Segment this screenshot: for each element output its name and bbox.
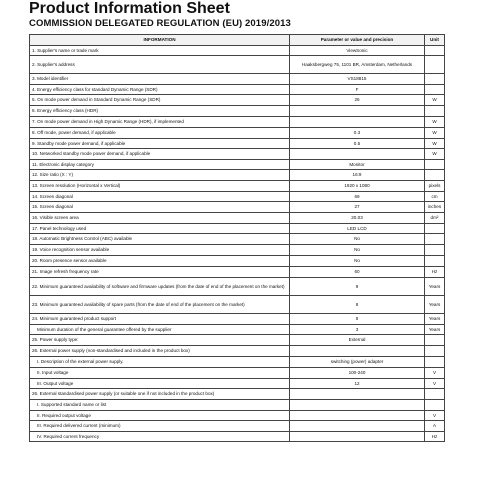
- row-value: Monitor: [290, 160, 425, 170]
- row-value: [290, 346, 425, 357]
- table-row: [30, 149, 445, 160]
- row-unit: [425, 346, 445, 357]
- row-label: 3. Model identifier: [30, 74, 290, 85]
- row-label: 11. Electronic display category: [30, 160, 290, 170]
- row-label: 24. Minimum guaranteed product support: [30, 314, 290, 325]
- row-label: 8. Off mode, power demand, if applicable: [30, 128, 290, 139]
- row-unit: Years: [425, 314, 445, 325]
- row-value: [290, 400, 425, 411]
- row-value: 16:9: [290, 170, 425, 181]
- row-label: II. Required output voltage: [30, 411, 290, 421]
- row-unit: W: [425, 139, 445, 149]
- row-label: 2. Supplier's address: [30, 56, 290, 74]
- row-value: switching (power) adapter: [290, 357, 425, 368]
- row-unit: [425, 85, 445, 95]
- table-row: [30, 202, 445, 213]
- row-label: 4. Energy efficiency class for standard Dynamic Range (SDR): [30, 85, 290, 95]
- regulation-subtitle: COMMISSION DELEGATED REGULATION (EU) 2019/2013: [29, 18, 291, 29]
- row-value: F: [290, 85, 425, 95]
- table-row: [30, 346, 445, 357]
- row-unit: [425, 245, 445, 256]
- row-label: I. Supported standard name or list: [30, 400, 290, 411]
- row-value: No: [290, 256, 425, 267]
- row-label: 26. External standardised power supply (or suitable one if not included in the product box): [30, 389, 290, 400]
- row-label: 10. Networked standby mode power demand, if applicable: [30, 149, 290, 160]
- row-value: [290, 411, 425, 421]
- row-unit: [425, 256, 445, 267]
- row-unit: [425, 160, 445, 170]
- table-row: [30, 170, 445, 181]
- table-row: [30, 139, 445, 149]
- row-label: 5. On mode power demand in Standard Dynamic Range (SDR): [30, 95, 290, 106]
- row-value: 3: [290, 325, 425, 335]
- row-value: 60: [290, 267, 425, 278]
- row-label: 23. Minimum guaranteed availability of spare parts (from the date of end of the placement on the market): [30, 296, 290, 314]
- row-value: [290, 149, 425, 160]
- row-value: 20.03: [290, 213, 425, 224]
- row-label: 22. Minimum guaranteed availability of software and firmware updates (from the date of end of the placement on the market): [30, 278, 290, 296]
- table-row: [30, 411, 445, 421]
- row-label: 18. Automatic Brightness Control (ABC) available: [30, 234, 290, 245]
- table-row: [30, 117, 445, 128]
- row-value: [290, 389, 425, 400]
- row-unit: V: [425, 368, 445, 379]
- row-unit: cm: [425, 192, 445, 202]
- table-row: [30, 46, 445, 56]
- row-label: 9. Standby mode power demand, if applicable: [30, 139, 290, 149]
- table-row: [30, 224, 445, 234]
- row-value: No: [290, 245, 425, 256]
- row-label: 1. Supplier's name or trade mark: [30, 46, 290, 56]
- table-row: [30, 389, 445, 400]
- row-label: 26. External power supply (non-standardised and included in the product box): [30, 346, 290, 357]
- table-row: [30, 85, 445, 95]
- row-unit: [425, 106, 445, 117]
- row-label: II. Input voltage: [30, 368, 290, 379]
- row-label: 6. Energy efficiency class (HDR): [30, 106, 290, 117]
- row-label: 19. Voice recognition sensor available: [30, 245, 290, 256]
- table-row: [30, 106, 445, 117]
- header-information: INFORMATION: [30, 35, 290, 46]
- row-value: [290, 106, 425, 117]
- row-label: 13. Screen resolution (Horizontal x Vertical): [30, 181, 290, 192]
- row-value: 12: [290, 379, 425, 389]
- information-table: [29, 34, 445, 442]
- row-unit: Years: [425, 278, 445, 296]
- row-unit: W: [425, 149, 445, 160]
- table-row: [30, 74, 445, 85]
- header-parameter: Parameter or value and precision: [290, 35, 425, 46]
- table-row: [30, 368, 445, 379]
- row-value: 1920 x 1080: [290, 181, 425, 192]
- row-unit: [425, 74, 445, 85]
- table-row: [30, 181, 445, 192]
- row-value: 8: [290, 314, 425, 325]
- row-unit: W: [425, 117, 445, 128]
- row-unit: inches: [425, 202, 445, 213]
- row-label: 12. Size ratio (X : Y): [30, 170, 290, 181]
- row-label: 25. Power supply type:: [30, 335, 290, 346]
- row-value: [290, 421, 425, 432]
- table-body: [30, 46, 445, 442]
- table-row: [30, 432, 445, 442]
- row-unit: [425, 234, 445, 245]
- table-row: [30, 267, 445, 278]
- table-row: [30, 400, 445, 411]
- row-value: VS18815: [290, 74, 425, 85]
- table-row: [30, 56, 445, 74]
- row-label: III. Output voltage: [30, 379, 290, 389]
- row-value: [290, 432, 425, 442]
- row-unit: [425, 389, 445, 400]
- row-value: No: [290, 234, 425, 245]
- table-row: [30, 314, 445, 325]
- row-value: 26: [290, 95, 425, 106]
- row-unit: pixels: [425, 181, 445, 192]
- table-row: [30, 278, 445, 296]
- table-row: [30, 192, 445, 202]
- row-value: [290, 117, 425, 128]
- row-label: 7. On mode power demand in High Dynamic Range (HDR), if implemented: [30, 117, 290, 128]
- row-value: 69: [290, 192, 425, 202]
- row-unit: [425, 56, 445, 74]
- row-label: 17. Panel technology used: [30, 224, 290, 234]
- table-row: [30, 421, 445, 432]
- row-unit: A: [425, 421, 445, 432]
- row-value: ViewSonic: [290, 46, 425, 56]
- table-row: [30, 256, 445, 267]
- table-row: [30, 335, 445, 346]
- row-unit: [425, 170, 445, 181]
- row-label: 15. Screen diagonal: [30, 202, 290, 213]
- table-row: [30, 245, 445, 256]
- row-label: Minimum duration of the general guarantee offered by the supplier: [30, 325, 290, 335]
- row-unit: [425, 224, 445, 234]
- table-row: [30, 296, 445, 314]
- row-value: External: [290, 335, 425, 346]
- table-row: [30, 213, 445, 224]
- row-value: 8: [290, 296, 425, 314]
- row-unit: [425, 335, 445, 346]
- row-label: 21. Image refresh frequency rate: [30, 267, 290, 278]
- row-unit: [425, 357, 445, 368]
- row-label: I. Description of the external power supply.: [30, 357, 290, 368]
- row-unit: W: [425, 95, 445, 106]
- row-value: 100-240: [290, 368, 425, 379]
- row-unit: Years: [425, 296, 445, 314]
- table-row: [30, 357, 445, 368]
- table-row: [30, 325, 445, 335]
- table-row: [30, 128, 445, 139]
- row-unit: [425, 400, 445, 411]
- row-unit: V: [425, 379, 445, 389]
- row-label: 16. Visible screen area: [30, 213, 290, 224]
- row-value: 0.5: [290, 139, 425, 149]
- row-label: 20. Room presence sensor available: [30, 256, 290, 267]
- table-row: [30, 95, 445, 106]
- row-unit: V: [425, 411, 445, 421]
- row-value: 27: [290, 202, 425, 213]
- table-header-row: [30, 35, 445, 46]
- row-unit: dm²: [425, 213, 445, 224]
- row-value: Haaksbergweg 75, 1101 BR, Amsterdam, Netherlands: [290, 56, 425, 74]
- row-value: 9: [290, 278, 425, 296]
- row-unit: Years: [425, 325, 445, 335]
- page-title: Product Information Sheet: [29, 0, 230, 17]
- header-unit: Unit: [425, 35, 445, 46]
- table-row: [30, 234, 445, 245]
- row-unit: Hz: [425, 267, 445, 278]
- row-value: 0.3: [290, 128, 425, 139]
- row-label: IV. Required current frequency: [30, 432, 290, 442]
- row-label: 14. Screen diagonal: [30, 192, 290, 202]
- table-row: [30, 379, 445, 389]
- row-unit: W: [425, 128, 445, 139]
- row-value: LED LCD: [290, 224, 425, 234]
- row-unit: Hz: [425, 432, 445, 442]
- row-unit: [425, 46, 445, 56]
- table-row: [30, 160, 445, 170]
- row-label: III. Required delivered current (minimum): [30, 421, 290, 432]
